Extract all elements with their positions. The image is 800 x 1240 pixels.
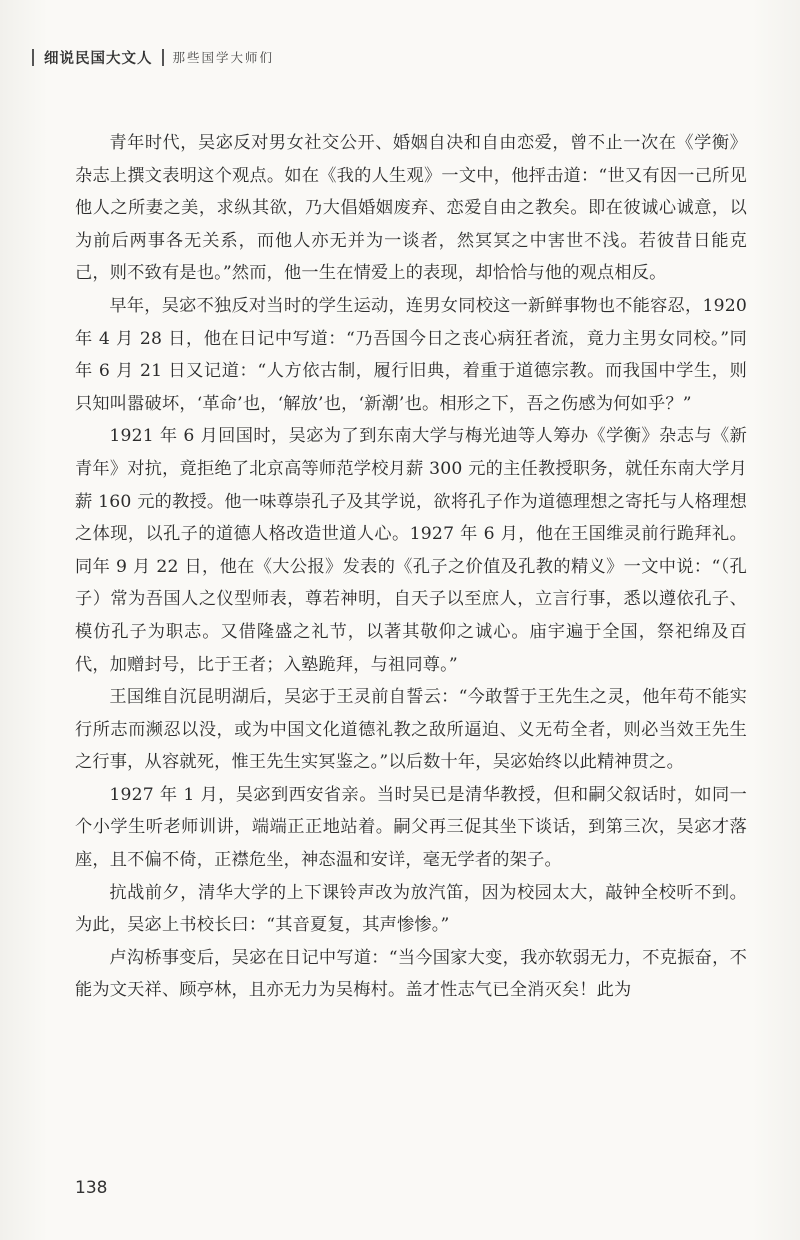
header-divider	[32, 49, 34, 66]
page-number: 138	[75, 1178, 108, 1198]
running-header	[32, 46, 274, 68]
paragraph: 早年，吴宓不独反对当时的学生运动，连男女同校这一新鲜事物也不能容忍，1920 年 4 月 28 日，他在日记中写道：“乃吾国今日之丧心病狂者流，竟力主男女同校。”同年 6 月 21 日又记道：“人方依古制，履行旧典，着重于道德宗教。而我国中学生，则只知叫嚣破坏，‘革命’也，‘解放’也，‘新潮’也。相形之下，吾之伤感为何如乎？”	[75, 295, 747, 414]
header-divider	[162, 49, 164, 66]
paragraph: 抗战前夕，清华大学的上下课铃声改为放汽笛，因为校园太大，敲钟全校听不到。为此，吴宓上书校长曰：“其音夏复，其声惨惨。”	[75, 882, 747, 936]
paragraph: 王国维自沉昆明湖后，吴宓于王灵前自誓云：“今敢誓于王先生之灵，他年苟不能实行所志而濒忍以没，或为中国文化道德礼教之敌所逼迫、义无苟全者，则必当效王先生之行事，从容就死，惟王先生实冥鉴之。”以后数十年，吴宓始终以此精神贯之。	[75, 687, 747, 773]
paragraph: 1927 年 1 月，吴宓到西安省亲。当时吴已是清华教授，但和嗣父叙话时，如同一个小学生听老师训讲，端端正正地站着。嗣父再三促其坐下谈话，到第三次，吴宓才落座，且不偏不倚，正襟危坐，神态温和安详，毫无学者的架子。	[75, 784, 747, 871]
body-text	[75, 127, 747, 1007]
paragraph: 青年时代，吴宓反对男女社交公开、婚姻自决和自由恋爱，曾不止一次在《学衡》杂志上撰文表明这个观点。如在《我的人生观》一文中，他抨击道：“世又有因一己所见他人之所妻之美，求纵其欲，乃大倡婚姻废弃、恋爱自由之教矣。即在彼诚心诚意，以为前后两事各无关系，而他人亦无并为一谈者，然冥冥之中害世不浅。若彼昔日能克己，则不致有是也。”然而，他一生在情爱上的表现，却恰恰与他的观点相反。	[75, 133, 747, 284]
paragraph: 1921 年 6 月回国时，吴宓为了到东南大学与梅光迪等人筹办《学衡》杂志与《新青年》对抗，竟拒绝了北京高等师范学校月薪 300 元的主任教授职务，就任东南大学月薪 160 元的教授。他一味尊崇孔子及其学说，欲将孔子作为道德理想之寄托与人格理想之体现，以孔子的道德人格改造世道人心。1927 年 6 月，他在王国维灵前行跪拜礼。同年 9 月 22 日，他在《大公报》发表的《孔子之价值及孔教的精义》一文中说：“（孔子）常为吾国人之仪型师表，尊若神明，自天子以至庶人，立言行事，悉以遵依孔子、模仿孔子为职志。又借隆盛之礼节，以著其敬仰之诚心。庙宇遍于全国，祭祀绵及百代，加赠封号，比于王者；入塾跪拜，与祖同尊。”	[75, 426, 747, 675]
section-title: 那些国学大师们	[172, 50, 275, 65]
book-title: 细说民国大文人	[44, 50, 153, 67]
paragraph: 卢沟桥事变后，吴宓在日记中写道：“当今国家大变，我亦软弱无力，不克振奋，不能为文天祥、顾亭林，且亦无力为吴梅村。盖才性志气已全消灭矣！此为	[75, 947, 747, 1001]
